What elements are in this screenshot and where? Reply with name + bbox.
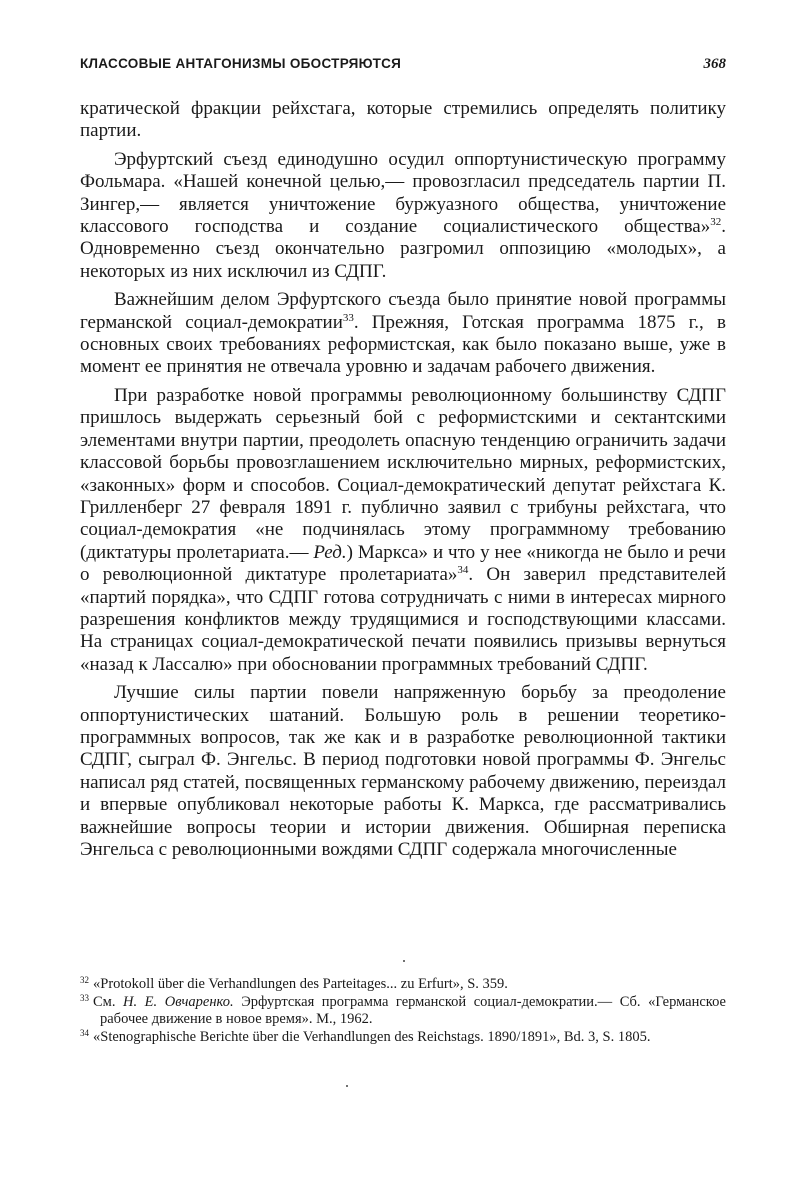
running-title: КЛАССОВЫЕ АНТАГОНИЗМЫ ОБОСТРЯЮТСЯ [80, 56, 402, 71]
footnote-ref-32[interactable]: 32 [710, 216, 722, 229]
paragraph-2: Эрфуртский съезд единодушно осудил оппортунистическую программу Фольмара. «Нашей конечной целью,— провозгласил председатель партии П. Зингер,— является уничтожение буржуазного общества, уничтожение классового господства и создание социалистического общества»$^{32}$. Одновременно съезд окончательно разгромил оппозицию «молодых», а некоторых из них исключил из СДПГ. [80, 148, 726, 282]
footnotes [80, 976, 726, 1046]
footnote-author: Н. Е. Овчаренко. [123, 993, 234, 1010]
paragraph-3: Важнейшим делом Эрфуртского съезда было принятие новой программы германской социал-демократии$^{33}$. Прежняя, Готская программа 1875 г., в основных своих требованиях реформистская, как было показано выше, уже в момент ее принятия не отвечала уровню и задачам рабочего движения. [80, 289, 726, 378]
print-speck [346, 1085, 348, 1087]
body-text [80, 98, 726, 867]
footnote-32: $^{32}$ «Protokoll über die Verhandlungen des Parteitages... zu Erfurt», S. 359. [80, 975, 508, 992]
print-speck [403, 960, 405, 962]
editor-note: Ред. [313, 541, 347, 563]
footnote-ref-34[interactable]: 34 [457, 564, 469, 577]
footnote-34: $^{34}$ «Stenographische Berichte über die Verhandlungen des Reichstags. 1890/1891», Bd. 3, S. 1805. [80, 1027, 651, 1045]
footnote-33: $^{33}$ См. Н. Е. Овчаренко. Эрфуртская программа германской социал-демократии.— Сб. «Германское рабочее движение в новое время». М., 1962. [80, 992, 726, 1028]
paragraph-4: При разработке новой программы революционному большинству СДПГ пришлось выдержать серьезный бой с реформистскими и сектантскими элементами внутри партии, преодолеть опасную тенденцию ограничить задачи классовой борьбы провозглашением исключительно мирных, реформистских, «законных» форм и способов. Социал-демократический депутат рейхстага К. Грилленберг 27 февраля 1891 г. публично заявил с трибуны рейхстага, что социал-демократия «не подчинялась этому программному требованию (диктатуры пролетариата.— Ред.) Маркса» и что у нее «никогда не было и речи о революционной диктатуре пролетариата»$^{34}$. Он заверил представителей «партий порядка», что СДПГ готова сотрудничать с ними в интересах мирного разрешения конфликтов между трудящимися и господствующими классами. На страницах социал-демократической печати появились призывы вернуться «назад к Лассалю» при обосновании программных требований СДПГ. [80, 384, 726, 675]
page-number: 368 [703, 56, 726, 72]
paragraph-5: Лучшие силы партии повели напряженную борьбу за преодоление оппортунистических шатаний. Большую роль в решении теоретико-программных вопросов, так же как и в разработке революционной тактики СДПГ, сыграл Ф. Энгельс. В период подготовки новой программы Ф. Энгельс написал ряд статей, посвященных германскому рабочему движению, переиздал и впервые опубликовал некоторые работы К. Маркса, где рассматривались важнейшие вопросы теории и истории движения. Обширная переписка Энгельса с революционными вождями СДПГ содержала многочисленные [80, 682, 726, 860]
footnote-ref-33[interactable]: 33 [342, 311, 354, 324]
running-head [80, 56, 726, 73]
paragraph-1: кратической фракции рейхстага, которые стремились определять политику партии. [80, 98, 726, 142]
